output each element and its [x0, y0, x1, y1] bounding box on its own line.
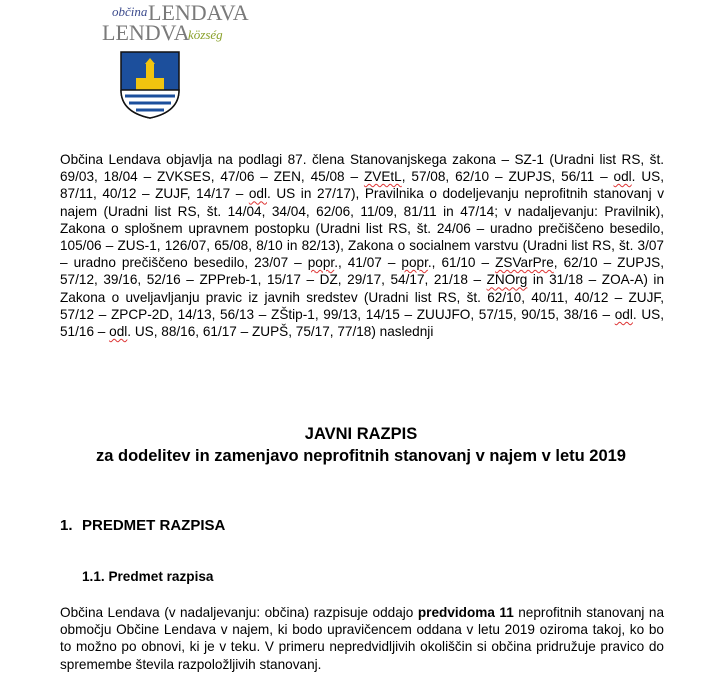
paragraph-text-end: neprofitnih stanovanj na območju Občine Lendava v najem, ki bodo upravičencem oddana v letu 2019 oziroma takoj, ko bo to možno po obnovi, ki je v teku. V primeru nepredvidljivih okoliščin si občina pridružuje pravico do spremembe števila razpoložljivih stanovanj. — [60, 605, 665, 672]
paragraph-bold-text: predvidoma 11 — [417, 605, 514, 620]
intro-text-segment: . US, 51/16 – — [60, 306, 665, 340]
intro-text-segment: . US in 27/17), Pravilnika o dodeljevanju neprofitnih stanovanj v najem (Uradni list RS, št. 14/04, 34/04, 62/06, 11/09, 81/11 in 47/14; v nadaljevanju: Pravilnik), Zakona o splošnem upravnem postopku (Uradni list RS, št. 24/06 – uradno prečiščeno besedilo, 105/06 – ZUS-1, 126/07, 65/08, 8/10 in 82/13), Zakona o socialnem varstvu (Uradni list RS, št. 3/07 – uradno prečiščeno besedilo, 23/07 – — [60, 186, 664, 271]
intro-text-segment: ., 41/07 – — [334, 255, 402, 271]
title-line-2: za dodelitev in zamenjavo neprofitnih stanovanj v najem v letu 2019 — [96, 447, 626, 465]
section-heading — [60, 517, 225, 534]
logo-kozseg-text: község — [188, 27, 223, 42]
intro-text-segment: ., 61/10 – — [427, 255, 496, 271]
body-paragraph — [60, 604, 664, 673]
intro-text-segment: . US, 87/11, 40/12 – ZUJF, 14/17 – — [60, 169, 665, 202]
municipality-logo — [100, 0, 260, 130]
spellcheck-word: odl — [248, 186, 267, 202]
title-line-1: JAVNI RAZPIS — [304, 425, 418, 443]
intro-text-segment: , 62/10 – ZUPJS, 57/12, 39/16, 52/16 – ZPPreb-1, 15/17 – DZ, 29/17, 54/17, 21/18 – — [60, 255, 665, 288]
spellcheck-word: odl — [614, 306, 633, 322]
document-title — [0, 423, 722, 467]
coat-of-arms-icon — [119, 50, 181, 120]
spellcheck-word: ZVEtL — [363, 169, 402, 185]
spellcheck-word: odl — [613, 169, 632, 185]
logo-obcina-text: občina — [112, 4, 148, 19]
spellcheck-word: ZNOrg — [486, 272, 528, 288]
paragraph-text-start: Občina Lendava (v nadaljevanju: občina) razpisuje oddajo — [60, 605, 418, 620]
intro-text-segment: , 57/08, 62/10 – ZUPJS, 56/11 – — [401, 169, 614, 185]
intro-text-segment: . US, 88/16, 61/17 – ZUPŠ, 75/17, 77/18) naslednji — [127, 324, 434, 340]
subsection-heading: 1.1. Predmet razpisa — [82, 569, 214, 584]
section-title: PREDMET RAZPISA — [82, 517, 226, 534]
intro-paragraph — [60, 151, 664, 340]
spellcheck-word: popr — [401, 255, 428, 271]
intro-text-segment: Občina Lendava objavlja na podlagi 87. člena Stanovanjskega zakona – SZ-1 (Uradni list RS, št. 69/03, 18/04 – ZVKSES, 47/06 – ZEN, 45/08 – — [60, 152, 664, 185]
section-number: 1. — [60, 517, 73, 534]
spellcheck-word: popr — [307, 255, 335, 271]
spellcheck-word: ZSVarPre — [495, 255, 554, 271]
intro-text-segment: in 31/18 – ZOA-A) in Zakona o uveljavljanju pravic iz javnih sredstev (Uradni list RS, št. 62/10, 40/11, 40/12 – ZUJF, 57/12 – ZPCP-2D, 14/13, 56/13 – ZŠtip-1, 99/13, 14/15 – ZUUJFO, 57/15, 90/15, 38/16 – — [60, 272, 665, 322]
spellcheck-word: odl — [109, 324, 128, 340]
logo-lendava-text: LENDAVA — [148, 0, 249, 25]
logo-lendva-text: LENDVA — [102, 20, 190, 45]
